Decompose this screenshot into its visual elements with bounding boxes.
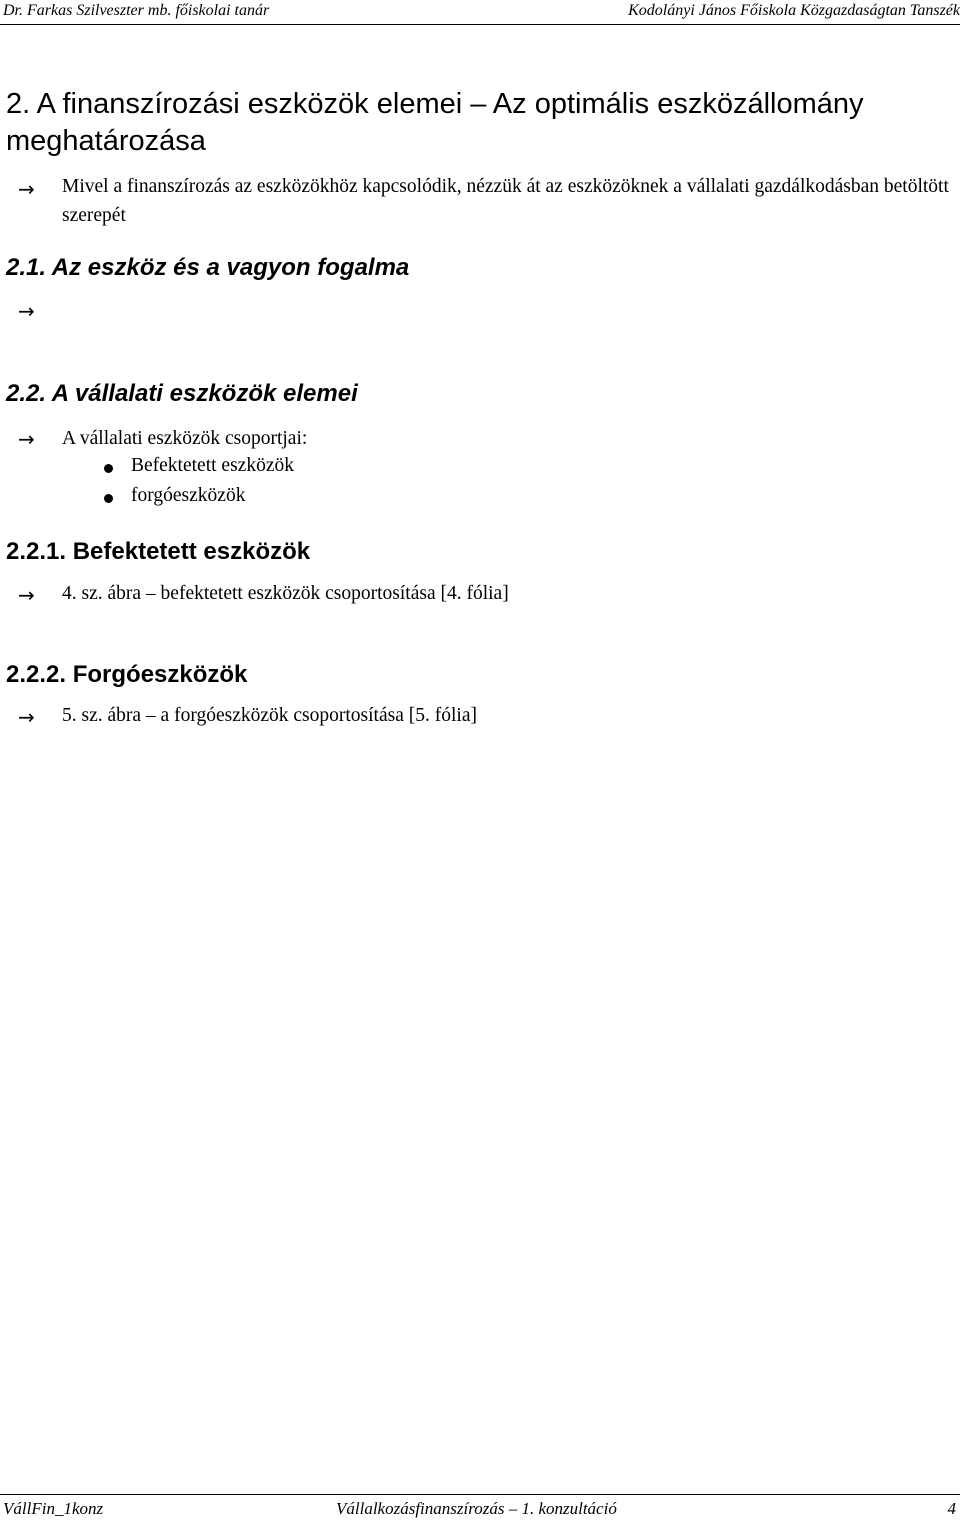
arrow-icon: → (18, 427, 35, 451)
header-institution: Kodolányi János Főiskola Közgazdaságtan Tanszék (628, 2, 960, 19)
section-2-1-heading: 2.1. Az eszköz és a vagyon fogalma (6, 254, 410, 281)
arrow-icon: → (18, 705, 35, 729)
section-2-2-heading: 2.2. A vállalati eszközök elemei (6, 380, 358, 407)
bullet-item: Befektetett eszközök (131, 455, 294, 476)
footer-file-name: VállFin_1konz (3, 1499, 104, 1518)
chapter-title: 2. A finanszírozási eszközök elemei – Az optimális eszközállomány meghatározása (6, 88, 864, 157)
arrow-icon: → (18, 177, 35, 201)
figure-4-reference: 4. sz. ábra – befektetett eszközök csoportosítása [4. fólia] (62, 583, 509, 604)
bullet-icon (104, 494, 113, 503)
page-footer (0, 1494, 960, 1523)
bullet-icon (104, 464, 113, 473)
section-2-2-2-heading: 2.2.2. Forgóeszközök (6, 661, 248, 688)
page-number: 4 (947, 1499, 956, 1518)
bullet-item: forgóeszközök (131, 485, 246, 506)
header-author: Dr. Farkas Szilveszter mb. főiskolai tanár (3, 2, 270, 19)
arrow-icon: → (18, 583, 35, 607)
intro-paragraph: Mivel a finanszírozás az eszközökhöz kapcsolódik, nézzük át az eszközöknek a vállalati gazdálkodásban betöltött szerepét (62, 176, 949, 226)
figure-5-reference: 5. sz. ábra – a forgóeszközök csoportosítása [5. fólia] (62, 705, 477, 726)
section-2-2-1-heading: 2.2.1. Befektetett eszközök (6, 538, 311, 565)
page-header (0, 0, 960, 25)
footer-course-title: Vállalkozásfinanszírozás – 1. konzultáció (336, 1499, 617, 1518)
arrow-icon: → (18, 299, 35, 323)
asset-groups-text: A vállalati eszközök csoportjai: (62, 428, 308, 449)
